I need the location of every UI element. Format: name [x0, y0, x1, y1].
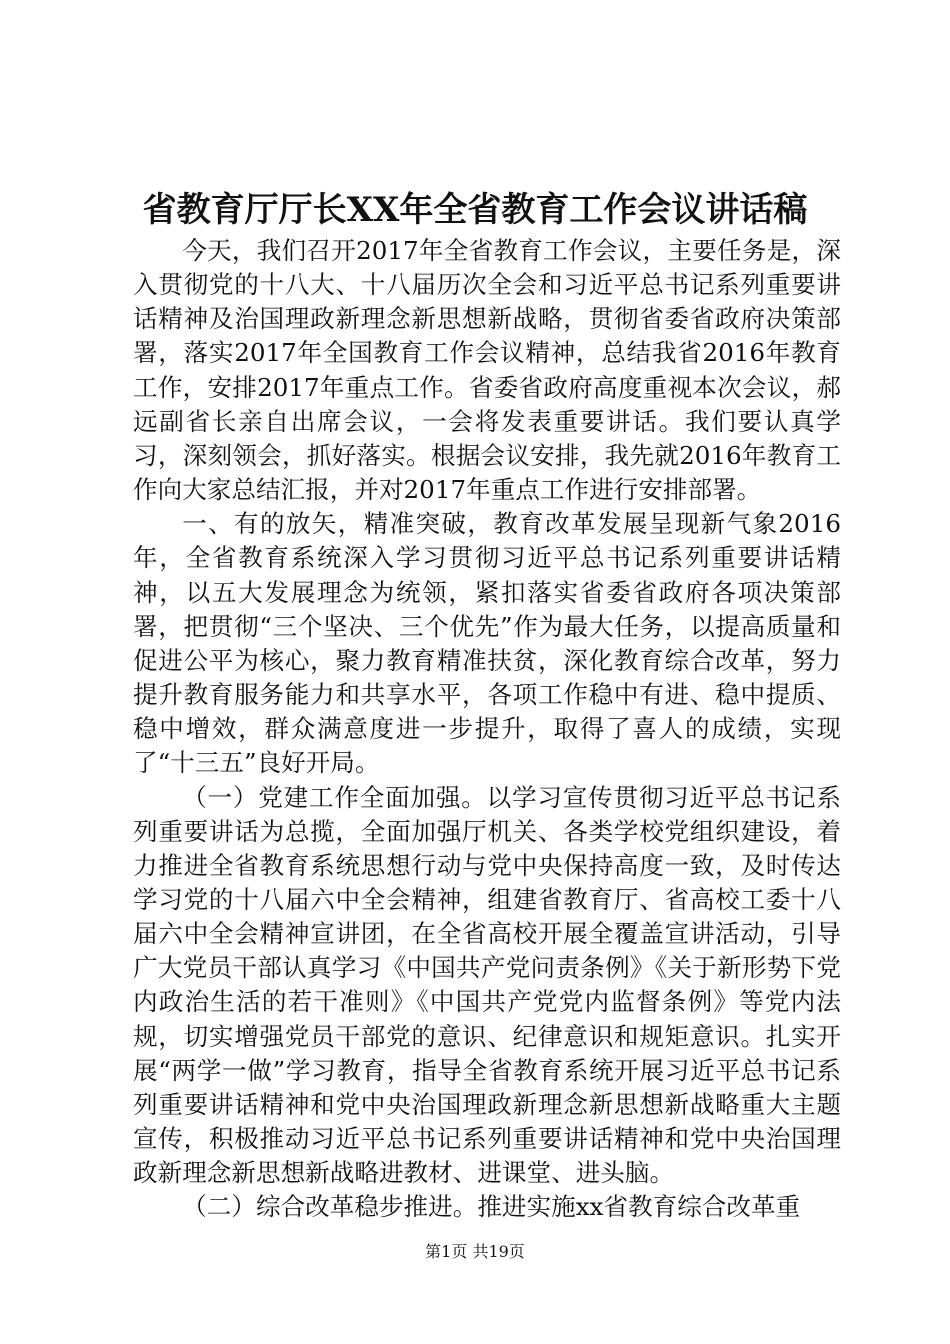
paragraph-party-building: （一）党建工作全面加强。以学习宣传贯彻习近平总书记系列重要讲话为总揽，全面加强厅机关、各类学校党组织建设，着力推进全省教育系统思想行动与党中央保持高度一致，及时传达学习党的十八届六中全会精神，组建省教育厅、省高校工委十八届六中全会精神宣讲团，在全省高校开展全覆盖宣讲活动，引导广大党员干部认真学习《中国共产党问责条例》《关于新形势下党内政治生活的若干准则》《中国共产党党内监督条例》等党内法规，切实增强党员干部党的意识、纪律意识和规矩意识。扎实开展“两学一做”学习教育，指导全省教育系统开展习近平总书记系列重要讲话精神和党中央治国理政新理念新思想新战略重大主题宣传，积极推动习近平总书记系列重要讲话精神和党中央治国理政新理念新思想新战略进教材、进课堂、进头脑。	[133, 782, 841, 1188]
paragraph-reform: （二）综合改革稳步推进。推进实施xx省教育综合改革重	[182, 1192, 801, 1222]
paragraph-section-1: 一、有的放矢，精准突破，教育改革发展呈现新气象2016年，全省教育系统深入学习贯彻习近平总书记系列重要讲话精神，以五大发展理念为统领，紧扣落实省委省政府各项决策部署，把贯彻“三个坚决、三个优先”作为最大任务，以提高质量和促进公平为核心，聚力教育精准扶贫，深化教育综合改革，努力提升教育服务能力和共享水平，各项工作稳中有进、稳中提质、稳中增效，群众满意度进一步提升，取得了喜人的成绩，实现了“十三五”良好开局。	[133, 509, 841, 778]
document-title: 省教育厅厅长XX年全省教育工作会议讲话稿	[142, 190, 808, 230]
page-number: 第1页 共19页	[425, 1242, 525, 1261]
paragraph-intro: 今天，我们召开2017年全省教育工作会议，主要任务是，深入贯彻党的十八大、十八届历次全会和习近平总书记系列重要讲话精神及治国理政新理念新思想新战略，贯彻省委省政府决策部署，落实2017年全国教育工作会议精神，总结我省2016年教育工作，安排2017年重点工作。省委省政府高度重视本次会议，郝远副省长亲自出席会议，一会将发表重要讲话。我们要认真学习，深刻领会，抓好落实。根据会议安排，我先就2016年教育工作向大家总结汇报，并对2017年重点工作进行安排部署。	[133, 236, 841, 505]
document-body	[133, 234, 841, 1225]
